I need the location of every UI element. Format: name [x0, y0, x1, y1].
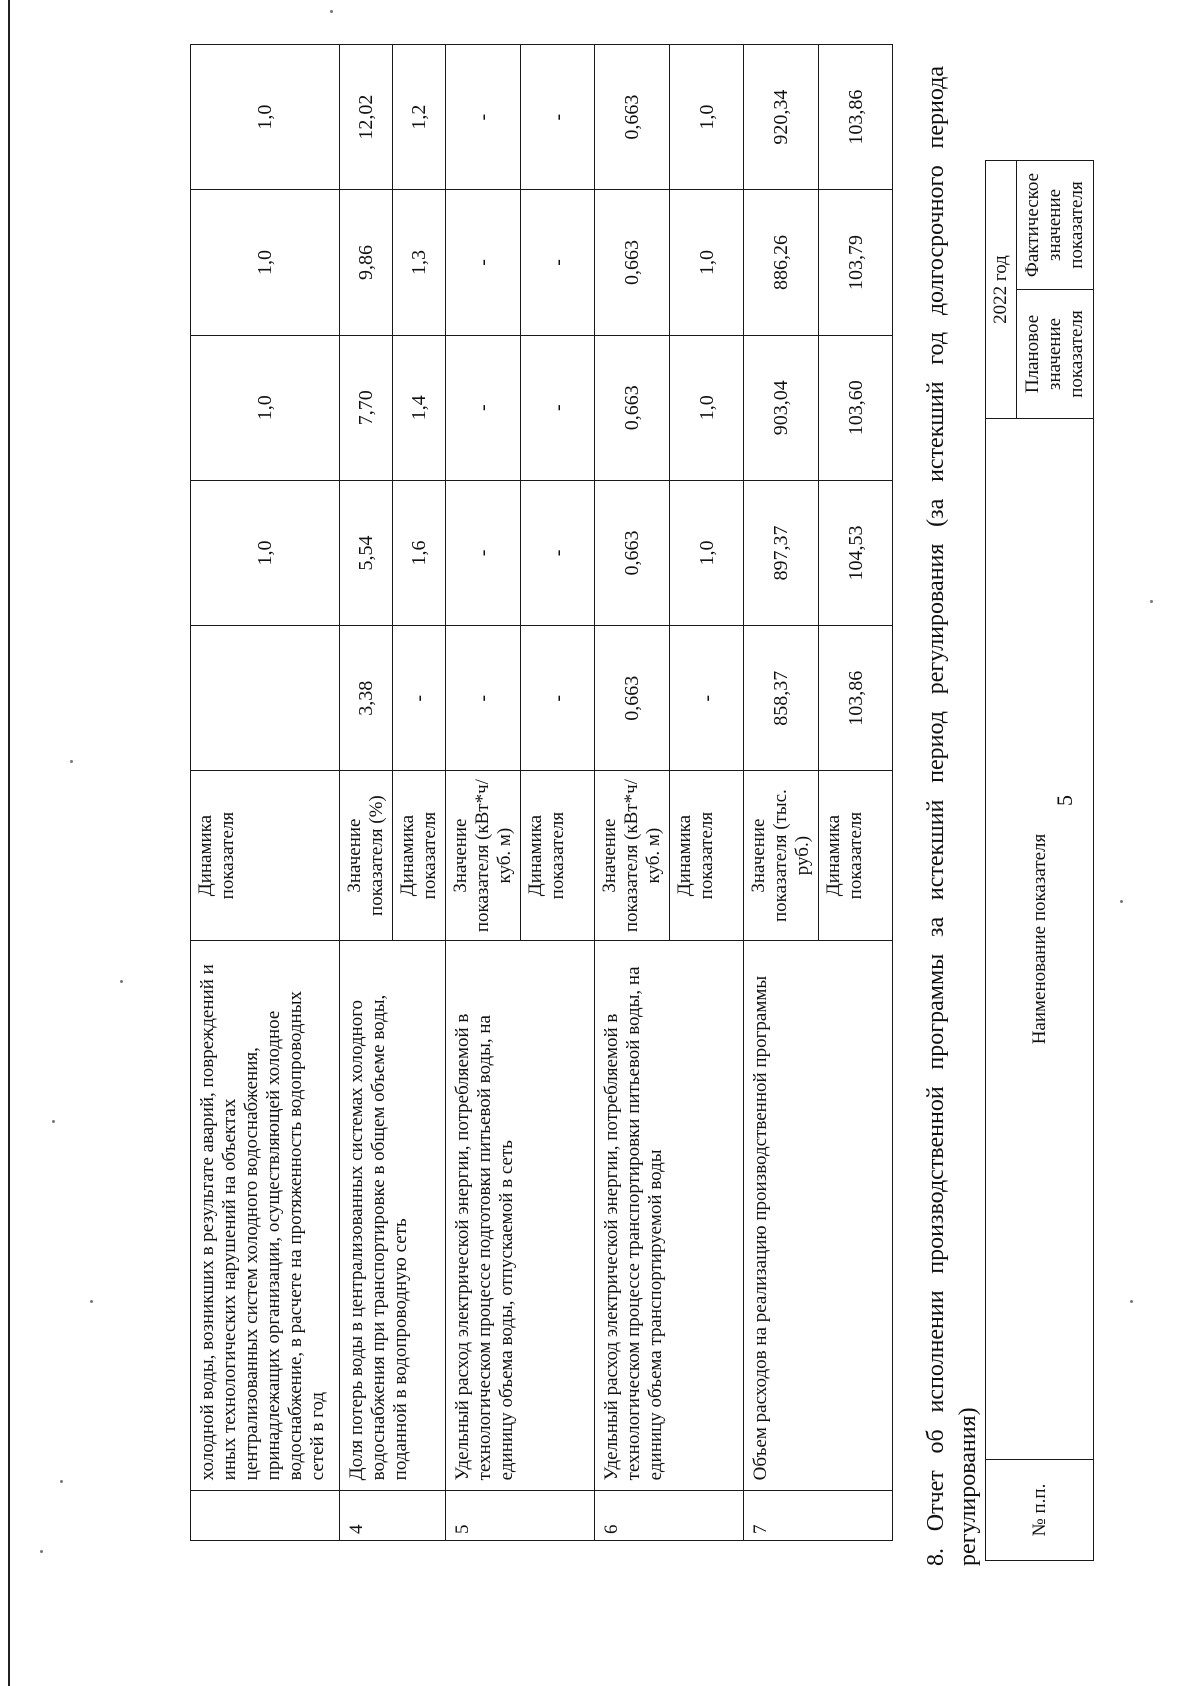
- table-row: [744, 45, 819, 1541]
- indicator-value: 103,79: [819, 190, 893, 335]
- indicator-value: 0,663: [595, 626, 670, 771]
- indicator-value: 3,38: [340, 626, 393, 771]
- row-number: 7: [744, 1491, 893, 1541]
- indicator-value: 1,0: [670, 45, 744, 190]
- indicator-value: -: [521, 45, 595, 190]
- scan-speck: [60, 1480, 63, 1483]
- row-number: 5: [446, 1491, 595, 1541]
- indicator-value: 920,34: [744, 45, 819, 190]
- actual-header: Фактическое значение показателя: [1017, 161, 1094, 290]
- indicator-value: [191, 626, 340, 771]
- indicator-value: -: [446, 335, 521, 480]
- indicator-value: -: [521, 480, 595, 625]
- planned-header: Плановое значение показателя: [1017, 290, 1094, 419]
- indicator-value: 1,6: [393, 480, 446, 625]
- indicator-value: -: [446, 626, 521, 771]
- indicator-value: -: [670, 626, 744, 771]
- section-8-heading: 8. Отчет об исполнении производственной программы за истекший период регулирования (за истекший год долгосрочного периода регулирования): [923, 66, 981, 1566]
- indicator-value: 103,60: [819, 335, 893, 480]
- scan-speck: [1150, 600, 1153, 603]
- indicator-value: 886,26: [744, 190, 819, 335]
- indicator-label: Динамика показателя: [393, 771, 446, 940]
- indicator-value: -: [521, 190, 595, 335]
- indicator-value: -: [521, 626, 595, 771]
- indicator-value: -: [446, 45, 521, 190]
- indicator-label: Значение показателя (кВт*ч/куб. м): [446, 771, 521, 940]
- indicator-value: -: [446, 480, 521, 625]
- indicator-label: Значение показателя (%): [340, 771, 393, 940]
- col-name-header: Наименование показателя: [986, 419, 1094, 1460]
- indicator-value: 7,70: [340, 335, 393, 480]
- row-number: 6: [595, 1491, 744, 1541]
- scan-speck: [90, 1300, 93, 1303]
- indicator-label: Динамика показателя: [670, 771, 744, 940]
- scan-speck: [1120, 900, 1123, 903]
- indicator-value: 103,86: [819, 626, 893, 771]
- report-table: [985, 160, 1094, 1561]
- indicator-value: 104,53: [819, 480, 893, 625]
- scan-speck: [1130, 1300, 1133, 1303]
- indicator-value: 0,663: [595, 480, 670, 625]
- table-row: [446, 45, 521, 1541]
- page-number: 5: [1052, 795, 1077, 806]
- indicator-value: 1,0: [670, 335, 744, 480]
- indicator-value: 1,2: [393, 45, 446, 190]
- indicator-value: 9,86: [340, 190, 393, 335]
- indicator-label: Значение показателя (тыс. руб.): [744, 771, 819, 940]
- indicator-value: 1,4: [393, 335, 446, 480]
- table-row: [595, 45, 670, 1541]
- indicator-value: 1,0: [191, 45, 340, 190]
- indicator-value: 1,0: [670, 480, 744, 625]
- indicators-table: [190, 44, 893, 1541]
- indicator-label: Динамика показателя: [191, 771, 340, 940]
- scan-speck: [52, 1120, 55, 1123]
- indicator-label: Динамика показателя: [819, 771, 893, 940]
- indicator-name: Доля потерь воды в централизованных системах холодного водоснабжения при транспортировке в общем объеме воды, поданной в водопроводную сеть: [340, 940, 446, 1490]
- indicator-value: 1,0: [670, 190, 744, 335]
- table-row: [340, 45, 393, 1541]
- indicator-value: 1,0: [191, 335, 340, 480]
- indicator-value: 903,04: [744, 335, 819, 480]
- indicator-value: 858,37: [744, 626, 819, 771]
- row-number: 4: [340, 1491, 446, 1541]
- indicator-value: 12,02: [340, 45, 393, 190]
- year-header: 2022 год: [986, 161, 1017, 419]
- indicator-value: 103,86: [819, 45, 893, 190]
- indicator-value: -: [446, 190, 521, 335]
- indicator-name: холодной воды, возникших в результате аварий, повреждений и иных технологических нарушений на объектах централизованных систем холодного водоснабжения, принадлежащих организации, осуществляющей холодное водоснабжение, в расчете на протяженность водопроводных сетей в год: [191, 940, 340, 1490]
- scan-speck: [70, 760, 73, 763]
- indicator-value: 0,663: [595, 190, 670, 335]
- indicator-value: 1,3: [393, 190, 446, 335]
- indicator-value: 1,0: [191, 480, 340, 625]
- indicator-value: -: [521, 335, 595, 480]
- scan-speck: [40, 1550, 43, 1553]
- row-number: [191, 1491, 340, 1541]
- indicator-name: Объем расходов на реализацию производственной программы: [744, 940, 893, 1490]
- indicator-value: 1,0: [191, 190, 340, 335]
- indicator-value: 0,663: [595, 45, 670, 190]
- indicator-value: -: [393, 626, 446, 771]
- indicator-label: Значение показателя (кВт*ч/куб. м): [595, 771, 670, 940]
- scan-speck: [330, 10, 333, 13]
- indicator-label: Динамика показателя: [521, 771, 595, 940]
- table-row: [191, 45, 340, 1541]
- scan-speck: [120, 980, 123, 983]
- indicator-name: Удельный расход электрической энергии, потребляемой в технологическом процессе транспортировки питьевой воды, на единицу объема транспортируемой воды: [595, 940, 744, 1490]
- indicator-value: 0,663: [595, 335, 670, 480]
- indicator-name: Удельный расход электрической энергии, потребляемой в технологическом процессе подготовки питьевой воды, на единицу объема воды, отпускаемой в сеть: [446, 940, 595, 1490]
- indicator-value: 5,54: [340, 480, 393, 625]
- col-num-header: № п.п.: [986, 1460, 1094, 1561]
- indicator-value: 897,37: [744, 480, 819, 625]
